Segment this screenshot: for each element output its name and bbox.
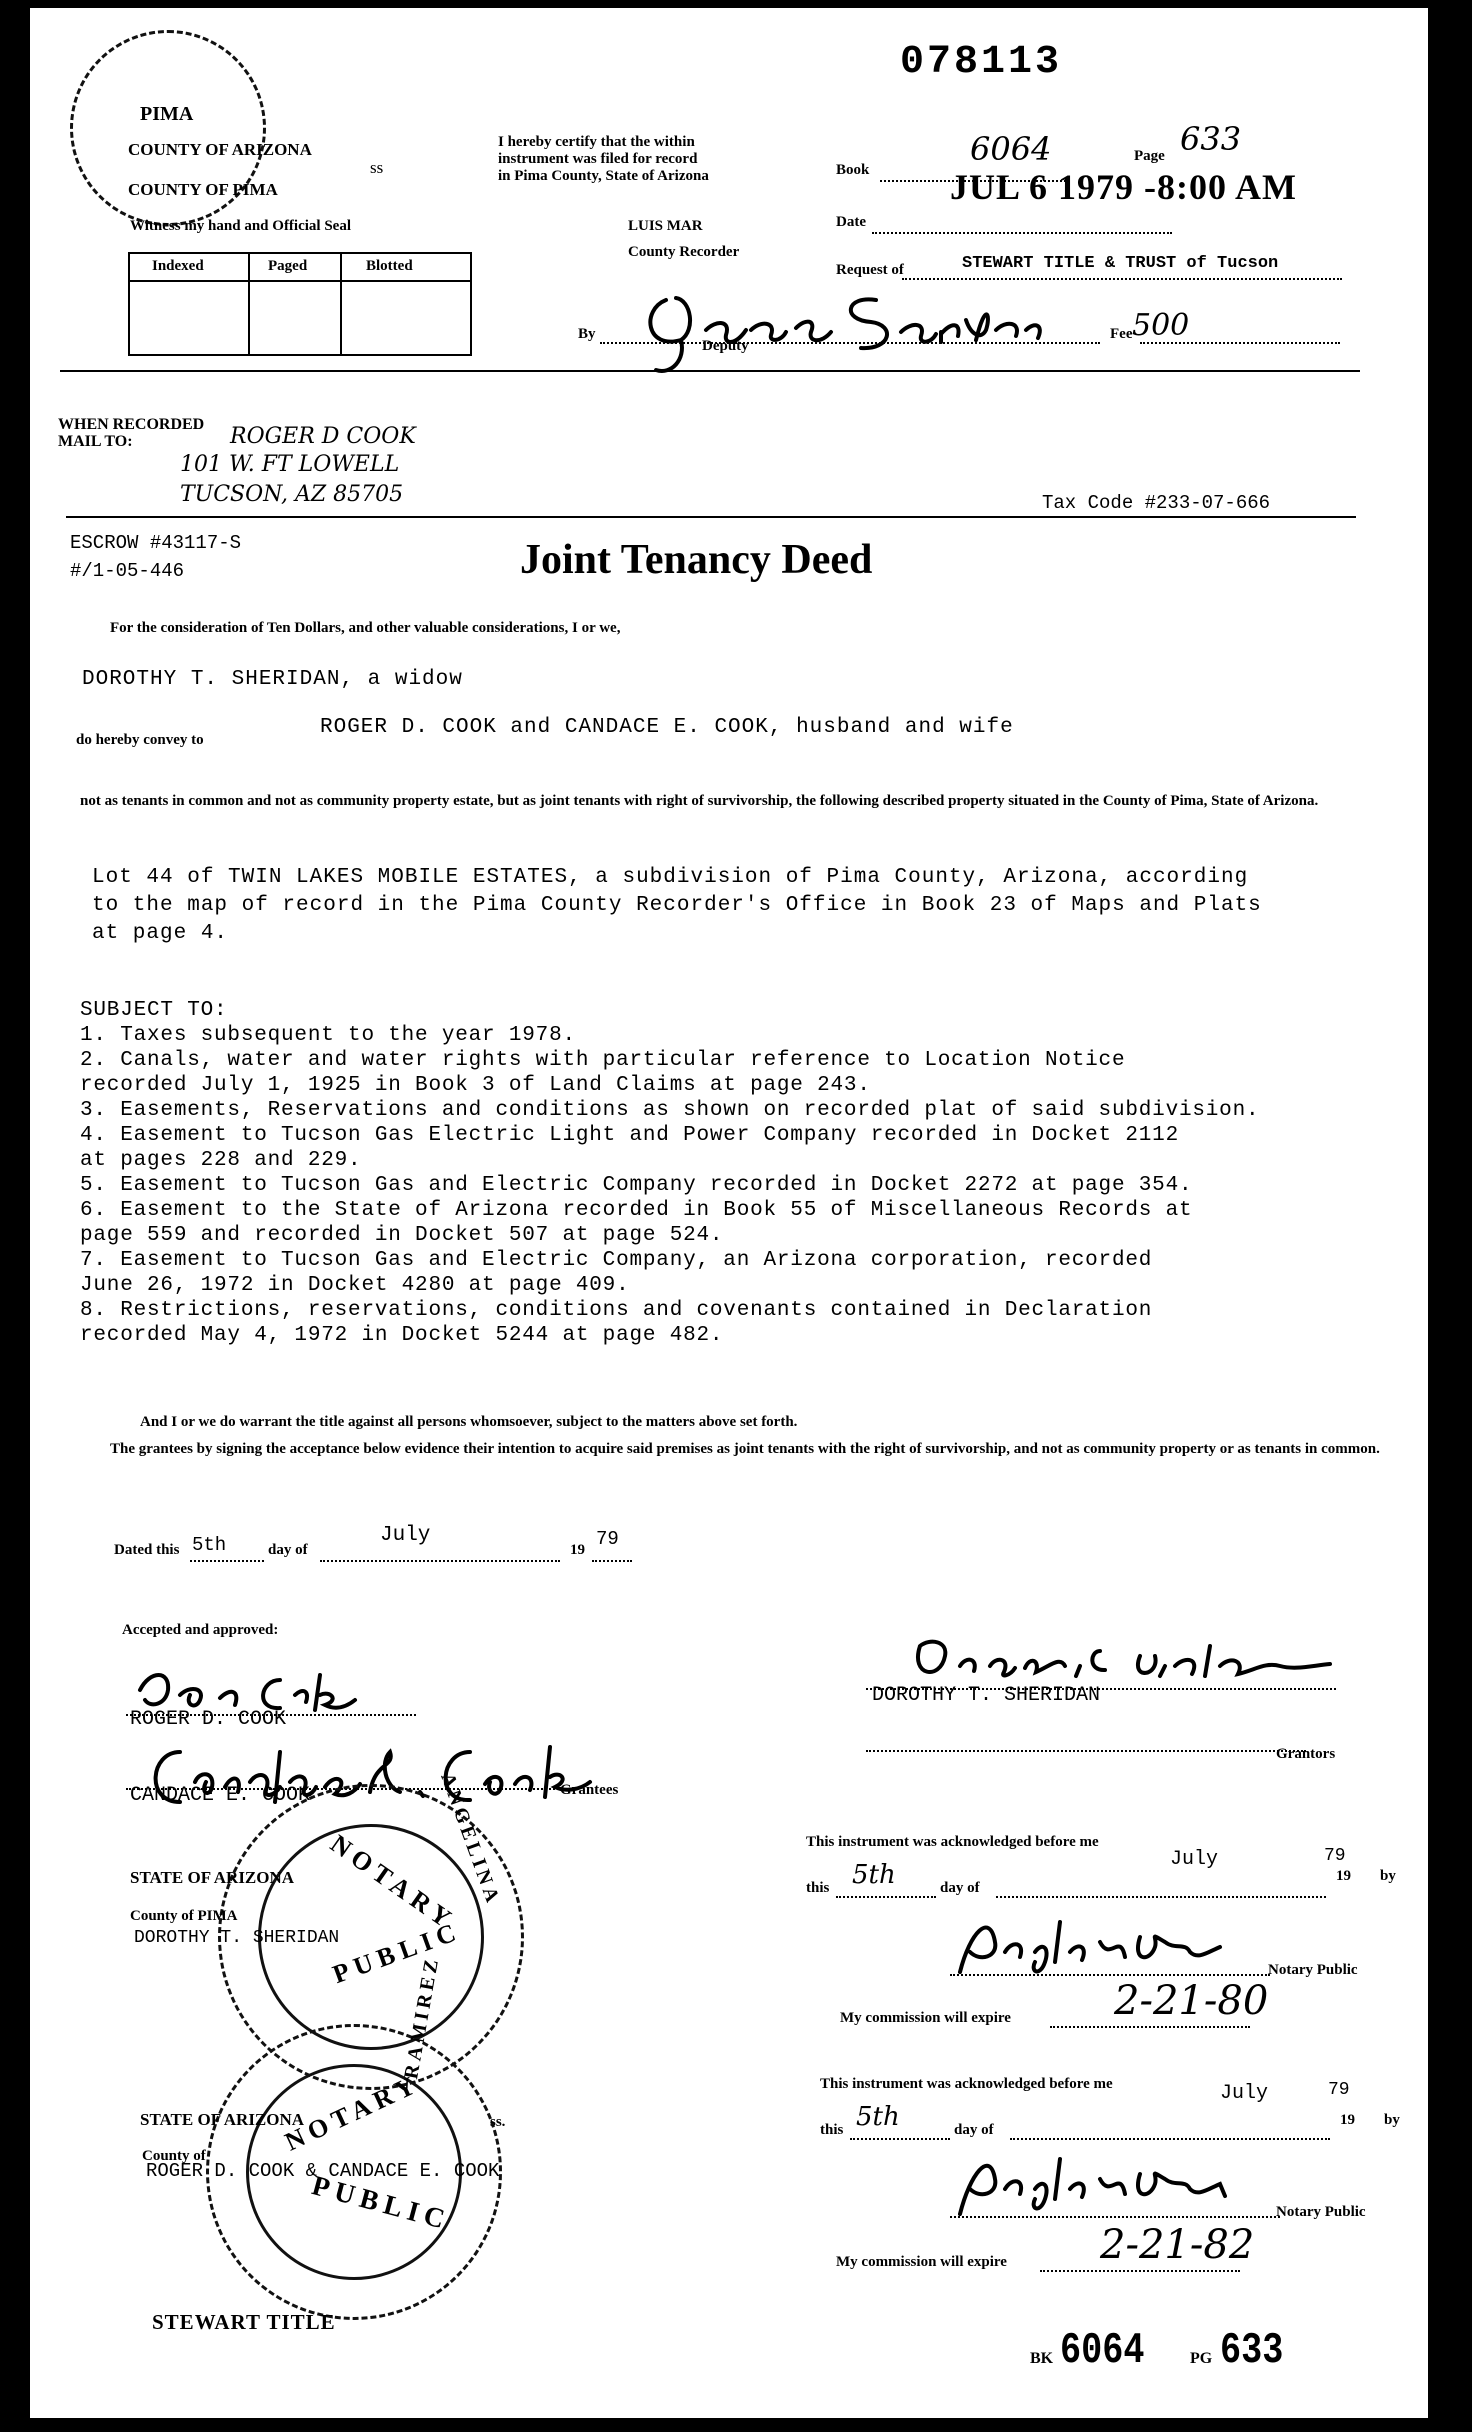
date-label: Date [836, 214, 866, 230]
seal-pima-text: PIMA [140, 103, 194, 125]
fee-label: Fee [1110, 326, 1133, 342]
recorder-name: LUIS MAR [628, 218, 703, 234]
notary1-day: 5th [852, 1860, 896, 1890]
notary2-day: 5th [856, 2102, 900, 2132]
grantees-label: Grantees [560, 1782, 619, 1798]
notary2-month: July [1220, 2082, 1269, 2105]
notary2-state: STATE OF ARIZONA [140, 2110, 305, 2129]
page-label: Page [1134, 148, 1165, 164]
stewart-title-label: STEWART TITLE [152, 2310, 336, 2334]
notary2-by: by [1384, 2112, 1400, 2128]
dated-year-prefix: 19 [570, 1542, 585, 1558]
ss-label: ss [370, 158, 384, 177]
grantors-label: Grantors [1276, 1746, 1336, 1762]
dated-year: 79 [596, 1528, 619, 1550]
when-recorded-label: WHEN RECORDED MAIL TO: [58, 416, 205, 450]
notary1-public-label: Notary Public [1268, 1962, 1358, 1978]
notary2-public-label: Notary Public [1276, 2204, 1366, 2220]
recorded-date-stamp: JUL 6 1979 -8:00 AM [950, 167, 1297, 207]
notary2-year: 79 [1328, 2080, 1350, 2100]
seal-text-notary-2: NOTARY [280, 2068, 425, 2157]
legal-description: Lot 44 of TWIN LAKES MOBILE ESTATES, a subdivision of Pima County, Arizona, according to the map of record in the Pima County Recorder's Office in Book 23 of Maps and Plats at page 4. [92, 866, 1262, 945]
by-label: By [578, 326, 596, 342]
notary1-this-label: this [806, 1880, 830, 1896]
notary2-expire: 2-21-82 [1100, 2222, 1255, 2268]
accepted-label: Accepted and approved: [122, 1622, 279, 1638]
notary1-month: July [1170, 1848, 1219, 1871]
convey-label: do hereby convey to [76, 732, 204, 748]
notary2-ss: ss. [490, 2114, 506, 2130]
subject-line: 4. Easement to Tucson Gas Electric Light and Power Company recorded in Docket 2112 [80, 1124, 1179, 1147]
subject-to-list [80, 998, 1259, 1348]
notary1-year-prefix: 19 [1336, 1868, 1351, 1884]
dated-day-of: day of [268, 1542, 308, 1558]
certify-text: I hereby certify that the within instrument was filed for record in Pima County, State of Arizona [498, 134, 709, 184]
escrow-number: ESCROW #43117-S [70, 532, 242, 554]
grantor-name: DOROTHY T. SHERIDAN [872, 1684, 1101, 1707]
tax-code: Tax Code #233-07-666 [1042, 492, 1271, 514]
footer-book-prefix: BK [1030, 2350, 1054, 2367]
footer-page-ref: 633 [1220, 2326, 1284, 2376]
document-number: 078113 [900, 40, 1063, 85]
subject-line: 7. Easement to Tucson Gas and Electric Company, an Arizona corporation, recorded [80, 1249, 1153, 1272]
dated-month: July [380, 1524, 431, 1547]
tenancy-text: not as tenants in common and not as community property estate, but as joint tenants with right of survivorship, the following described property situated in the County of Pima, State of Arizona. [80, 793, 1319, 809]
county-recorder-label: County Recorder [628, 244, 740, 260]
notary2-year-prefix: 19 [1340, 2112, 1355, 2128]
mail-to-city: TUCSON, AZ 85705 [180, 482, 404, 507]
footer-page-prefix: PG [1190, 2350, 1213, 2367]
consideration-text: For the consideration of Ten Dollars, and other valuable considerations, I or we, [110, 620, 621, 636]
index-table [128, 252, 472, 356]
notary2-ack-text: This instrument was acknowledged before me [820, 2076, 1113, 2092]
seal-text-name-1: ANGELINA [436, 1769, 505, 1909]
notary2-county: County of [142, 2148, 206, 2164]
subject-line: 2. Canals, water and water rights with particular reference to Location Notice [80, 1049, 1126, 1072]
blotted-header: Blotted [366, 258, 413, 274]
notary1-ack-text: This instrument was acknowledged before me [806, 1834, 1099, 1850]
notary1-county: County of PIMA [130, 1908, 238, 1924]
notary1-expire: 2-21-80 [1114, 1978, 1269, 2024]
seal-text-public-1: PUBLIC [328, 1915, 465, 1990]
warrant-text: And I or we do warrant the title against all persons whomsoever, subject to the matters above set forth. [140, 1414, 798, 1430]
notary2-signature [950, 2134, 1250, 2224]
notary1-state: STATE OF ARIZONA [130, 1868, 295, 1887]
notary2-commission-label: My commission will expire [836, 2254, 1007, 2270]
seal-text-public-2: PUBLIC [308, 2170, 454, 2237]
deed-page [30, 8, 1428, 2418]
notary1-day-of: day of [940, 1880, 980, 1896]
fee-value: 500 [1132, 308, 1190, 343]
seal-text-name-2: RAMIREZ [400, 1954, 444, 2081]
deed-title: Joint Tenancy Deed [520, 537, 873, 583]
county-of-pima: COUNTY OF PIMA [128, 180, 278, 199]
paged-header: Paged [268, 258, 308, 274]
grantee1-name: ROGER D. COOK [130, 1708, 287, 1731]
mail-to-name: ROGER D COOK [230, 424, 416, 449]
dated-day: 5th [192, 1534, 227, 1556]
dated-prefix: Dated this [114, 1542, 180, 1558]
notary1-name: DOROTHY T. SHERIDAN [134, 1928, 340, 1948]
grantees-names: ROGER D. COOK and CANDACE E. COOK, husband and wife [320, 716, 1014, 739]
subject-line: 3. Easements, Reservations and conditions as shown on recorded plat of said subdivision. [80, 1099, 1260, 1122]
subject-line: 8. Restrictions, reservations, conditions and covenants contained in Declaration [80, 1299, 1153, 1322]
subject-line: 5. Easement to Tucson Gas and Electric Company recorded in Docket 2272 at page 354. [80, 1174, 1193, 1197]
request-label: Request of [836, 262, 904, 278]
subject-line: page 559 and recorded in Docket 507 at page 524. [80, 1224, 724, 1247]
subject-line: 6. Easement to the State of Arizona recorded in Book 55 of Miscellaneous Records at [80, 1199, 1193, 1222]
grantee2-name: CANDACE E. COOK [130, 1784, 311, 1807]
seal-text-notary-1: NOTARY [325, 1828, 462, 1937]
witness-text: Witness my hand and Official Seal [130, 218, 352, 234]
subject-line: recorded May 4, 1972 in Docket 5244 at page 482. [80, 1324, 724, 1347]
notary2-day-of: day of [954, 2122, 994, 2138]
notary1-signature [950, 1902, 1250, 1982]
book-label: Book [836, 162, 870, 178]
indexed-header: Indexed [152, 258, 204, 274]
subject-line: at pages 228 and 229. [80, 1149, 362, 1172]
grantor-name: DOROTHY T. SHERIDAN, a widow [82, 668, 463, 691]
notary1-year: 79 [1324, 1846, 1346, 1866]
subject-line: recorded July 1, 1925 in Book 3 of Land Claims at page 243. [80, 1074, 871, 1097]
deputy-signature [636, 260, 1056, 380]
subject-line: June 26, 1972 in Docket 4280 at page 409. [80, 1274, 630, 1297]
mail-to-address: 101 W. FT LOWELL [180, 452, 400, 477]
parcel-number: #/1-05-446 [70, 560, 185, 582]
book-value: 6064 [970, 130, 1052, 168]
county-of-arizona: COUNTY OF ARIZONA [128, 140, 312, 159]
subject-heading: SUBJECT TO: [80, 999, 228, 1022]
notary1-commission-label: My commission will expire [840, 2010, 1011, 2026]
acceptance-text: The grantees by signing the acceptance below evidence their intention to acquire said premises as joint tenants with the right of survivorship, and not as community property or as tenants in common. [110, 1441, 1380, 1457]
footer-book-ref: 6064 [1060, 2326, 1145, 2376]
notary1-by: by [1380, 1868, 1396, 1884]
subject-line: 1. Taxes subsequent to the year 1978. [80, 1024, 576, 1047]
notary2-this-label: this [820, 2122, 844, 2138]
page-value: 633 [1180, 120, 1242, 158]
deputy-label: Deputy [702, 338, 749, 354]
notary2-name: ROGER D. COOK & CANDACE E. COOK [146, 2160, 500, 2182]
request-value: STEWART TITLE & TRUST of Tucson [962, 254, 1279, 273]
